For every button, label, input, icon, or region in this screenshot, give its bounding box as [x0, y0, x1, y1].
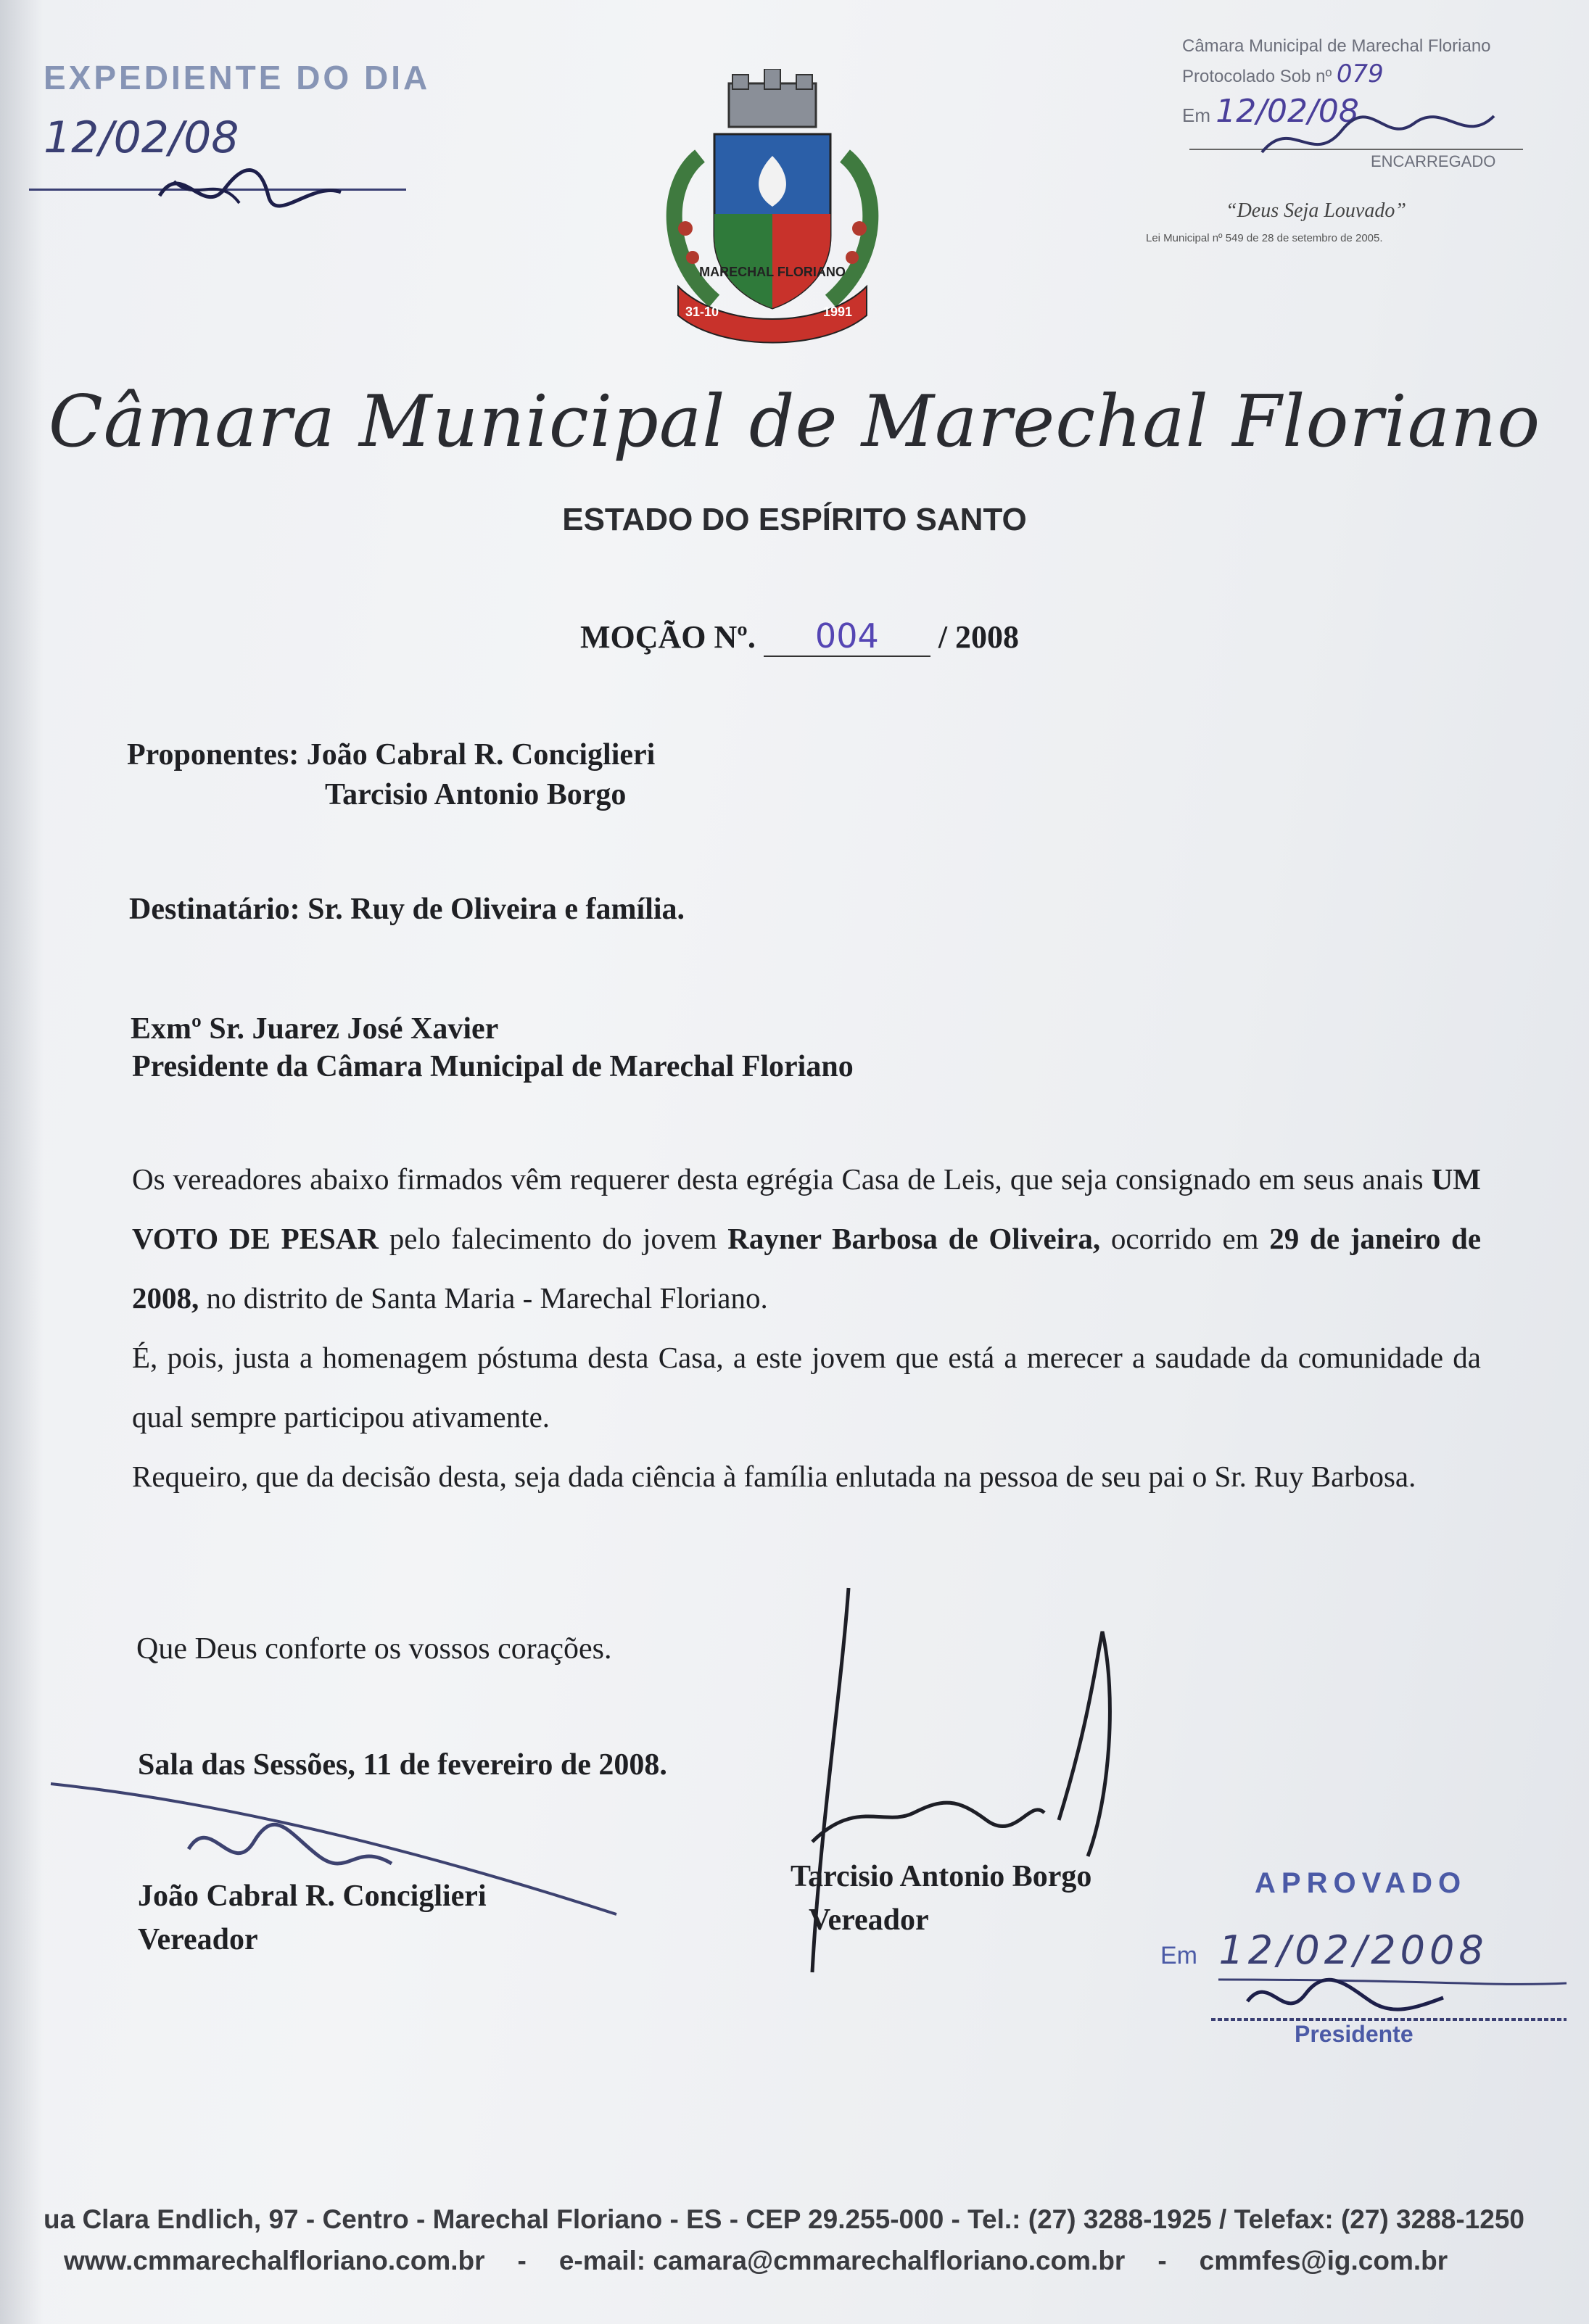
- closing-line: Que Deus conforte os vossos corações.: [136, 1632, 612, 1666]
- destinatario-value: Sr. Ruy de Oliveira e família.: [308, 893, 685, 926]
- protocol-date-label: Em: [1182, 104, 1210, 126]
- proponente-2: Tarcisio Antonio Borgo: [325, 778, 627, 811]
- coat-of-arms: [649, 69, 896, 344]
- protocol-date-value: 12/02/08: [1216, 93, 1359, 130]
- destinatario-label: Destinatário:: [129, 893, 300, 926]
- mocao-line: [580, 616, 1019, 657]
- protocol-stamp: [1131, 36, 1567, 261]
- proponente-1: João Cabral R. Conciglieri: [306, 738, 656, 772]
- protocol-number-label: Protocolado Sob nº: [1182, 67, 1332, 86]
- footer-email: e-mail: camara@cmmarechalfloriano.com.br: [558, 2246, 1126, 2275]
- expediente-signature: [152, 152, 370, 239]
- signature-1: [138, 1874, 487, 1961]
- proponentes-label: Proponentes:: [127, 738, 300, 772]
- mocao-label: MOÇÃO Nº.: [580, 619, 756, 655]
- state-name: ESTADO DO ESPÍRITO SANTO: [562, 502, 1027, 537]
- coat-year-right: 1991: [823, 305, 853, 319]
- binding-shadow: [0, 0, 44, 2324]
- addressee-name: Exmº Sr. Juarez José Xavier: [131, 1012, 499, 1046]
- footer-sep-1: -: [517, 2246, 527, 2275]
- body-paragraph-1: [132, 1149, 1481, 1328]
- signature-2: [791, 1855, 1091, 1942]
- p1-e: ocorrido em: [1100, 1222, 1270, 1255]
- protocol-number-value: 079: [1336, 59, 1384, 88]
- approval-role: Presidente: [1295, 2021, 1413, 2047]
- p1-c: pelo falecimento do jovem: [379, 1222, 728, 1255]
- approved-date: 12/02/2008: [1218, 1927, 1488, 1973]
- coat-of-arms-graphic: [649, 69, 896, 344]
- expediente-date: 12/02/08: [44, 112, 239, 163]
- place-date: Sala das Sessões, 11 de fevereiro de 2008.: [138, 1748, 667, 1782]
- expediente-title: EXPEDIENTE DO DIA: [44, 59, 431, 96]
- p1-a: Os vereadores abaixo firmados vêm requerer desta egrégia Casa de Leis, que seja consignado em seus anais: [132, 1162, 1432, 1196]
- expediente-stamp: [29, 44, 435, 210]
- mocao-number: 004: [764, 616, 930, 657]
- footer-website: www.cmmarechalfloriano.com.br: [64, 2246, 485, 2275]
- p1-b: UM VOTO DE PESAR: [132, 1162, 1481, 1255]
- protocol-law: Lei Municipal nº 549 de 28 de setembro de 2005.: [1146, 232, 1383, 244]
- destinatario-line: [129, 892, 685, 927]
- coat-year-left: 31-10: [685, 305, 719, 319]
- footer-sep-2: -: [1157, 2246, 1167, 2275]
- p1-d: Rayner Barbosa de Oliveira,: [727, 1222, 1101, 1255]
- footer-address: ua Clara Endlich, 97 - Centro - Marechal Floriano - ES - CEP 29.255-000 - Tel.: (27) 3288-1925 / Telefax: (27) 3288-1250: [44, 2204, 1524, 2234]
- protocol-chamber: Câmara Municipal de Marechal Floriano: [1182, 36, 1491, 56]
- signature-2-role: Vereador: [809, 1903, 929, 1937]
- footer-contacts: [64, 2246, 1448, 2276]
- approved-stamp: APROVADO: [1255, 1867, 1467, 1899]
- mocao-year: / 2008: [938, 619, 1020, 655]
- p1-g: no distrito de Santa Maria - Marechal Floriano.: [199, 1281, 768, 1315]
- signature-1-role: Vereador: [138, 1923, 258, 1956]
- motion-body: [132, 1149, 1481, 1506]
- protocol-number-row: [1182, 59, 1384, 88]
- approved-em-label: Em: [1160, 1942, 1197, 1969]
- addressee-role: Presidente da Câmara Municipal de Marechal Floriano: [132, 1050, 854, 1083]
- signature-2-name: Tarcisio Antonio Borgo: [791, 1860, 1092, 1893]
- signature-1-name: João Cabral R. Conciglieri: [138, 1880, 487, 1913]
- footer-email-2: cmmfes@ig.com.br: [1199, 2246, 1448, 2275]
- chamber-title: Câmara Municipal de Marechal Floriano: [48, 381, 1541, 463]
- coat-ribbon-text: MARECHAL FLORIANO: [699, 265, 846, 279]
- body-paragraph-2: É, pois, justa a homenagem póstuma desta Casa, a este jovem que está a merecer a saudade da comunidade da qual sempre participou ativamente.: [132, 1341, 1481, 1434]
- body-paragraph-3: Requeiro, que da decisão desta, seja dada ciência à família enlutada na pessoa de seu pai o Sr. Ruy Barbosa.: [132, 1460, 1416, 1493]
- p1-f: 29 de janeiro de 2008,: [132, 1222, 1482, 1315]
- protocol-motto: “Deus Seja Louvado”: [1226, 199, 1406, 222]
- protocol-encarregado: ENCARREGADO: [1371, 152, 1496, 170]
- proponentes-line: [127, 737, 655, 772]
